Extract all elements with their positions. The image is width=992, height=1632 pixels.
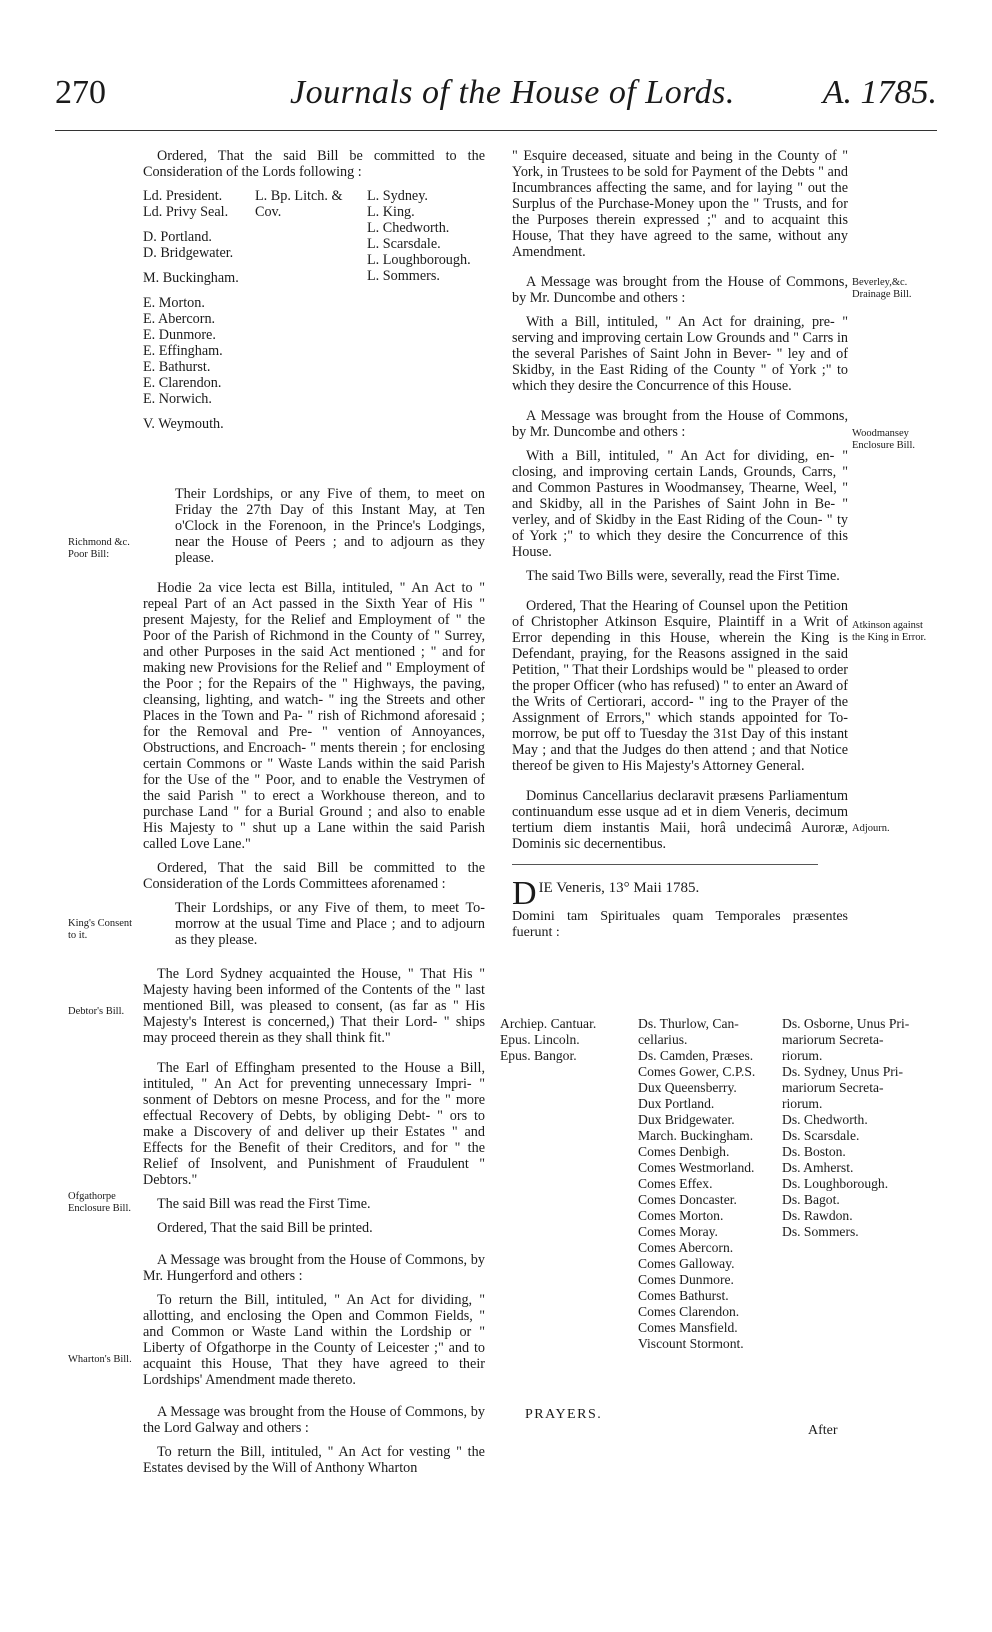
name-entry: Ld. Privy Seal. bbox=[143, 204, 229, 220]
name-entry: Comes Effex. bbox=[638, 1176, 713, 1191]
margin-note-beverley: Beverley,&c. Drainage Bill. bbox=[852, 277, 912, 300]
name-entry: L. Scarsdale. bbox=[367, 236, 441, 252]
name-entry: L. Bp. Litch. & bbox=[255, 188, 343, 204]
margin-note-richmond: Richmond &c. Poor Bill: bbox=[68, 537, 130, 560]
wharton-message: A Message was brought from the House of Commons, by the Lord Galway and others : bbox=[143, 1404, 485, 1436]
name-entry: Archiep. Cantuar. bbox=[500, 1016, 597, 1031]
lords-present-list bbox=[500, 1016, 940, 1396]
name-entry: Epus. Lincoln. bbox=[500, 1032, 580, 1047]
name-entry: Comes Galloway. bbox=[638, 1256, 735, 1271]
two-bills-read: The said Two Bills were, severally, read the First Time. bbox=[526, 568, 840, 584]
name-entry: Comes Bathurst. bbox=[638, 1288, 729, 1303]
name-entry: D. Portland. bbox=[143, 229, 212, 245]
present-col-3 bbox=[782, 1016, 909, 1240]
lords-col-2 bbox=[255, 188, 342, 220]
meeting-notice-2: Their Lordships, or any Five of them, to meet To-morrow at the usual Time and Place ; and to adjourn as they please. bbox=[175, 900, 485, 948]
name-entry: L. King. bbox=[367, 204, 415, 220]
name-entry: Cov. bbox=[255, 204, 282, 220]
name-entry: Comes Abercorn. bbox=[638, 1240, 734, 1255]
margin-note-wharton: Wharton's Bill. bbox=[68, 1354, 132, 1365]
left-column bbox=[143, 148, 485, 1484]
lords-col-1 bbox=[143, 188, 239, 432]
prayers-heading: PRAYERS. bbox=[525, 1407, 603, 1422]
name-entry: E. Dunmore. bbox=[143, 327, 216, 343]
name-entry: Ds. Scarsdale. bbox=[782, 1128, 860, 1143]
right-column bbox=[512, 148, 848, 941]
wharton-bill-text: To return the Bill, intituled, " An Act for vesting " the Estates devised by the Will of Anthony Wharton bbox=[143, 1444, 485, 1476]
catchword: After bbox=[808, 1423, 838, 1438]
name-entry: Ds. Amherst. bbox=[782, 1160, 854, 1175]
page-year: A. 1785. bbox=[822, 74, 937, 111]
name-entry: E. Abercorn. bbox=[143, 311, 216, 327]
name-entry: Comes Mansfield. bbox=[638, 1320, 738, 1335]
margin-note-atkinson: Atkinson against the King in Error. bbox=[852, 620, 927, 643]
name-entry: Ds. Camden, Præses. bbox=[638, 1048, 754, 1063]
name-entry: D. Bridgewater. bbox=[143, 245, 234, 261]
name-entry: Ds. Loughborough. bbox=[782, 1176, 889, 1191]
name-entry: Ds. Sydney, Unus Pri- bbox=[782, 1064, 904, 1079]
kings-consent-text: The Lord Sydney acquainted the House, " That His " Majesty having been informed of the Contents of the " last mentioned Bill, was pleased to consent, (as far as " His Majesty's Interest is concerned,) That their Lord- " ships may proceed therein as they shall think fit." bbox=[143, 966, 485, 1046]
present-col-1 bbox=[500, 1016, 596, 1064]
section-divider bbox=[512, 864, 818, 865]
name-entry: March. Buckingham. bbox=[638, 1128, 754, 1143]
name-entry: L. Loughborough. bbox=[367, 252, 471, 268]
name-entry: Ds. Osborne, Unus Pri- bbox=[782, 1016, 910, 1031]
name-entry: cellarius. bbox=[638, 1032, 688, 1047]
name-entry: E. Morton. bbox=[143, 295, 205, 311]
margin-note-kings-consent: King's Consent to it. bbox=[68, 918, 133, 941]
beverley-bill-text: With a Bill, intituled, " An Act for draining, pre- " serving and improving certain Low Grounds and " Carrs in the several Parishes of Saint John in Bever- " ley and of Skidby, in the East Riding of the County " of York ;" to which they desire the Concurrence of this House. bbox=[512, 314, 848, 394]
name-entry: Epus. Bangor. bbox=[500, 1048, 577, 1063]
name-entry bbox=[143, 286, 239, 295]
margin-note-woodmansey: Woodmansey Enclosure Bill. bbox=[852, 428, 915, 451]
name-entry: Comes Gower, C.P.S. bbox=[638, 1064, 756, 1079]
domini-line: Domini tam Spirituales quam Temporales præsentes fuerunt : bbox=[512, 909, 848, 940]
ofgathorpe-bill-text: To return the Bill, intituled, " An Act for dividing, " allotting, and enclosing the Open and Common Fields, " and Common or Waste Land within the Lordship or " Liberty of Ofgathorpe in the County of Leicester ;" and to acquaint this House, That they have agreed to their Lordships' Amendment made thereto. bbox=[143, 1292, 485, 1388]
richmond-bill: Hodie 2a vice lecta est Billa, intituled, " An Act to " repeal Part of an Act passed in the Sixth Year of His " present Majesty, for the Relief and Employment of " the Poor of the Parish of Richmond in the County of " Surrey, and other Purposes in the said Act mentioned ; " and for making new Provisions for the Relief and " Employment of the Poor ; for the Repairs of the " Highways, the paving, cleansing, lighting, and watch- " ing the Streets and other Places in the Town and Pa- " rish of Richmond aforesaid ; for the Removal and Pre- " vention of Annoyances, Obstructions, and Encroach- " ments therein ; for enclosing certain Commons or " Waste Lands within the said Parish for the Use of the " Poor, and to enable the Vestrymen of the said Parish " to erect a Workhouse thereon, and to purchase Land " for a Burial Ground ; and also to enable His Majesty to " shut up a Lane within the said Parish called Love Lane." bbox=[143, 580, 485, 852]
margin-note-adjourn: Adjourn. bbox=[852, 823, 890, 834]
name-entry: mariorum Secreta- bbox=[782, 1032, 884, 1047]
name-entry: Ds. Bagot. bbox=[782, 1192, 840, 1207]
wharton-bill-continued: " Esquire deceased, situate and being in the County of " York, in Trustees to be sold for Payment of the Debts " and Incumbrances affecting the same, and for laying " out the Surplus of the Purchase-Money upon the " Trusts, and for the Purposes therein expressed ;" and to acquaint this House, That they have agreed to the same, without any Amendment. bbox=[512, 148, 848, 260]
name-entry: Ds. Rawdon. bbox=[782, 1208, 853, 1223]
name-entry: Comes Denbigh. bbox=[638, 1144, 730, 1159]
lords-col-3 bbox=[367, 188, 471, 284]
name-entry: Comes Dunmore. bbox=[638, 1272, 734, 1287]
name-entry: Dux Queensberry. bbox=[638, 1080, 737, 1095]
name-entry: Comes Westmorland. bbox=[638, 1160, 755, 1175]
page-title: Journals of the House of Lords. bbox=[290, 74, 735, 111]
name-entry: L. Chedworth. bbox=[367, 220, 450, 236]
name-entry: Ds. Chedworth. bbox=[782, 1112, 868, 1127]
name-entry: Comes Clarendon. bbox=[638, 1304, 740, 1319]
name-entry: Comes Moray. bbox=[638, 1224, 718, 1239]
committee-lords-list bbox=[143, 188, 485, 478]
adjournment-text: Dominus Cancellarius declaravit præsens Parliamentum continuandum esse usque ad et in diem Veneris, decimum tertium diem instantis Maii, horâ undecimâ Auroræ, Dominis sic decernentibus. bbox=[512, 788, 848, 852]
name-entry: Comes Doncaster. bbox=[638, 1192, 737, 1207]
name-entry: Comes Morton. bbox=[638, 1208, 724, 1223]
woodmansey-bill-text: With a Bill, intituled, " An Act for dividing, en- " closing, and improving certain Lands, Grounds, Carrs, " and Common Pastures in Woodmansey, Thearne, Weel, " and Skidby, all in the Parishes of Saint John in Be- " verley, and of Skidby in the East Riding of the Coun- " ty of York ;" to which they desire the Concurrence of this House. bbox=[512, 448, 848, 560]
atkinson-order: Ordered, That the Hearing of Counsel upon the Petition of Christopher Atkinson Esquire, Plaintiff in a Writ of Error depending in this House, wherein the King is Defendant, praying, for the Reasons assigned in the said Petition, " That their Lordships would be " pleased to order the proper Officer (who has refused) " to enter an Award of the Writs of Certiorari, accord- " ing to the Prayer of the Assignment of Errors," which stands appointed for To-morrow, be put off to Tuesday the 31st Day of this instant May ; and that the Judges do then attend ; and that Notice thereof be given to His Majesty's Attorney General. bbox=[512, 598, 848, 774]
name-entry: V. Weymouth. bbox=[143, 416, 224, 432]
ofgathorpe-message: A Message was brought from the House of Commons, by Mr. Hungerford and others : bbox=[143, 1252, 485, 1284]
name-entry bbox=[143, 261, 239, 270]
name-entry: riorum. bbox=[782, 1048, 823, 1063]
woodmansey-message: A Message was brought from the House of Commons, by Mr. Duncombe and others : bbox=[512, 408, 848, 440]
name-entry: Ld. President. bbox=[143, 188, 223, 204]
name-entry: Dux Portland. bbox=[638, 1096, 715, 1111]
debtors-bill-text: The Earl of Effingham presented to the House a Bill, intituled, " An Act for preventing unnecessary Impri- " sonment of Debtors on mesne Process, and for the " more effectual Recovery of Debts, by obliging Debt- " ors to make a Discovery of and deliver up their Estates " and Effects for the Benefit of their Creditors, and for " the Relief of Insolvent, and Punishment of Fraudulent " Debtors." bbox=[143, 1060, 485, 1188]
name-entry: Ds. Thurlow, Can- bbox=[638, 1016, 739, 1031]
ordered-committee: Ordered, That the said Bill be committed to the Consideration of the Lords following : bbox=[143, 148, 485, 180]
name-entry: mariorum Secreta- bbox=[782, 1080, 884, 1095]
margin-note-ofgathorpe: Ofgathorpe Enclosure Bill. bbox=[68, 1191, 131, 1214]
page-number: 270 bbox=[55, 74, 106, 111]
name-entry: E. Norwich. bbox=[143, 391, 212, 407]
running-header bbox=[55, 74, 937, 126]
first-reading: The said Bill was read the First Time. bbox=[157, 1196, 371, 1212]
ordered-printed: Ordered, That the said Bill be printed. bbox=[157, 1220, 373, 1236]
name-entry: E. Effingham. bbox=[143, 343, 223, 359]
name-entry: Ds. Boston. bbox=[782, 1144, 846, 1159]
sitting-date-text: IE Veneris, 13° Maii 1785. bbox=[538, 880, 700, 896]
sitting-date bbox=[512, 875, 848, 912]
name-entry: riorum. bbox=[782, 1096, 823, 1111]
name-entry bbox=[143, 220, 239, 229]
ordered-committee-2: Ordered, That the said Bill be committed to the Consideration of the Lords Committees aforenamed : bbox=[143, 860, 485, 892]
name-entry: M. Buckingham. bbox=[143, 270, 239, 286]
drop-capital: D bbox=[512, 875, 537, 912]
name-entry bbox=[143, 407, 239, 416]
name-entry: L. Sydney. bbox=[367, 188, 428, 204]
margin-note-debtors: Debtor's Bill. bbox=[68, 1006, 125, 1017]
present-col-2 bbox=[638, 1016, 755, 1352]
name-entry: Ds. Sommers. bbox=[782, 1224, 859, 1239]
name-entry: E. Bathurst. bbox=[143, 359, 211, 375]
header-rule bbox=[55, 130, 937, 131]
name-entry: Viscount Stormont. bbox=[638, 1336, 744, 1351]
beverley-message: A Message was brought from the House of Commons, by Mr. Duncombe and others : bbox=[512, 274, 848, 306]
name-entry: Dux Bridgewater. bbox=[638, 1112, 735, 1127]
meeting-notice-1: Their Lordships, or any Five of them, to meet on Friday the 27th Day of this Instant May, at Ten o'Clock in the Forenoon, in the Prince's Lodgings, near the House of Peers ; and to adjourn as they please. bbox=[175, 486, 485, 566]
name-entry: L. Sommers. bbox=[367, 268, 440, 284]
name-entry: E. Clarendon. bbox=[143, 375, 222, 391]
